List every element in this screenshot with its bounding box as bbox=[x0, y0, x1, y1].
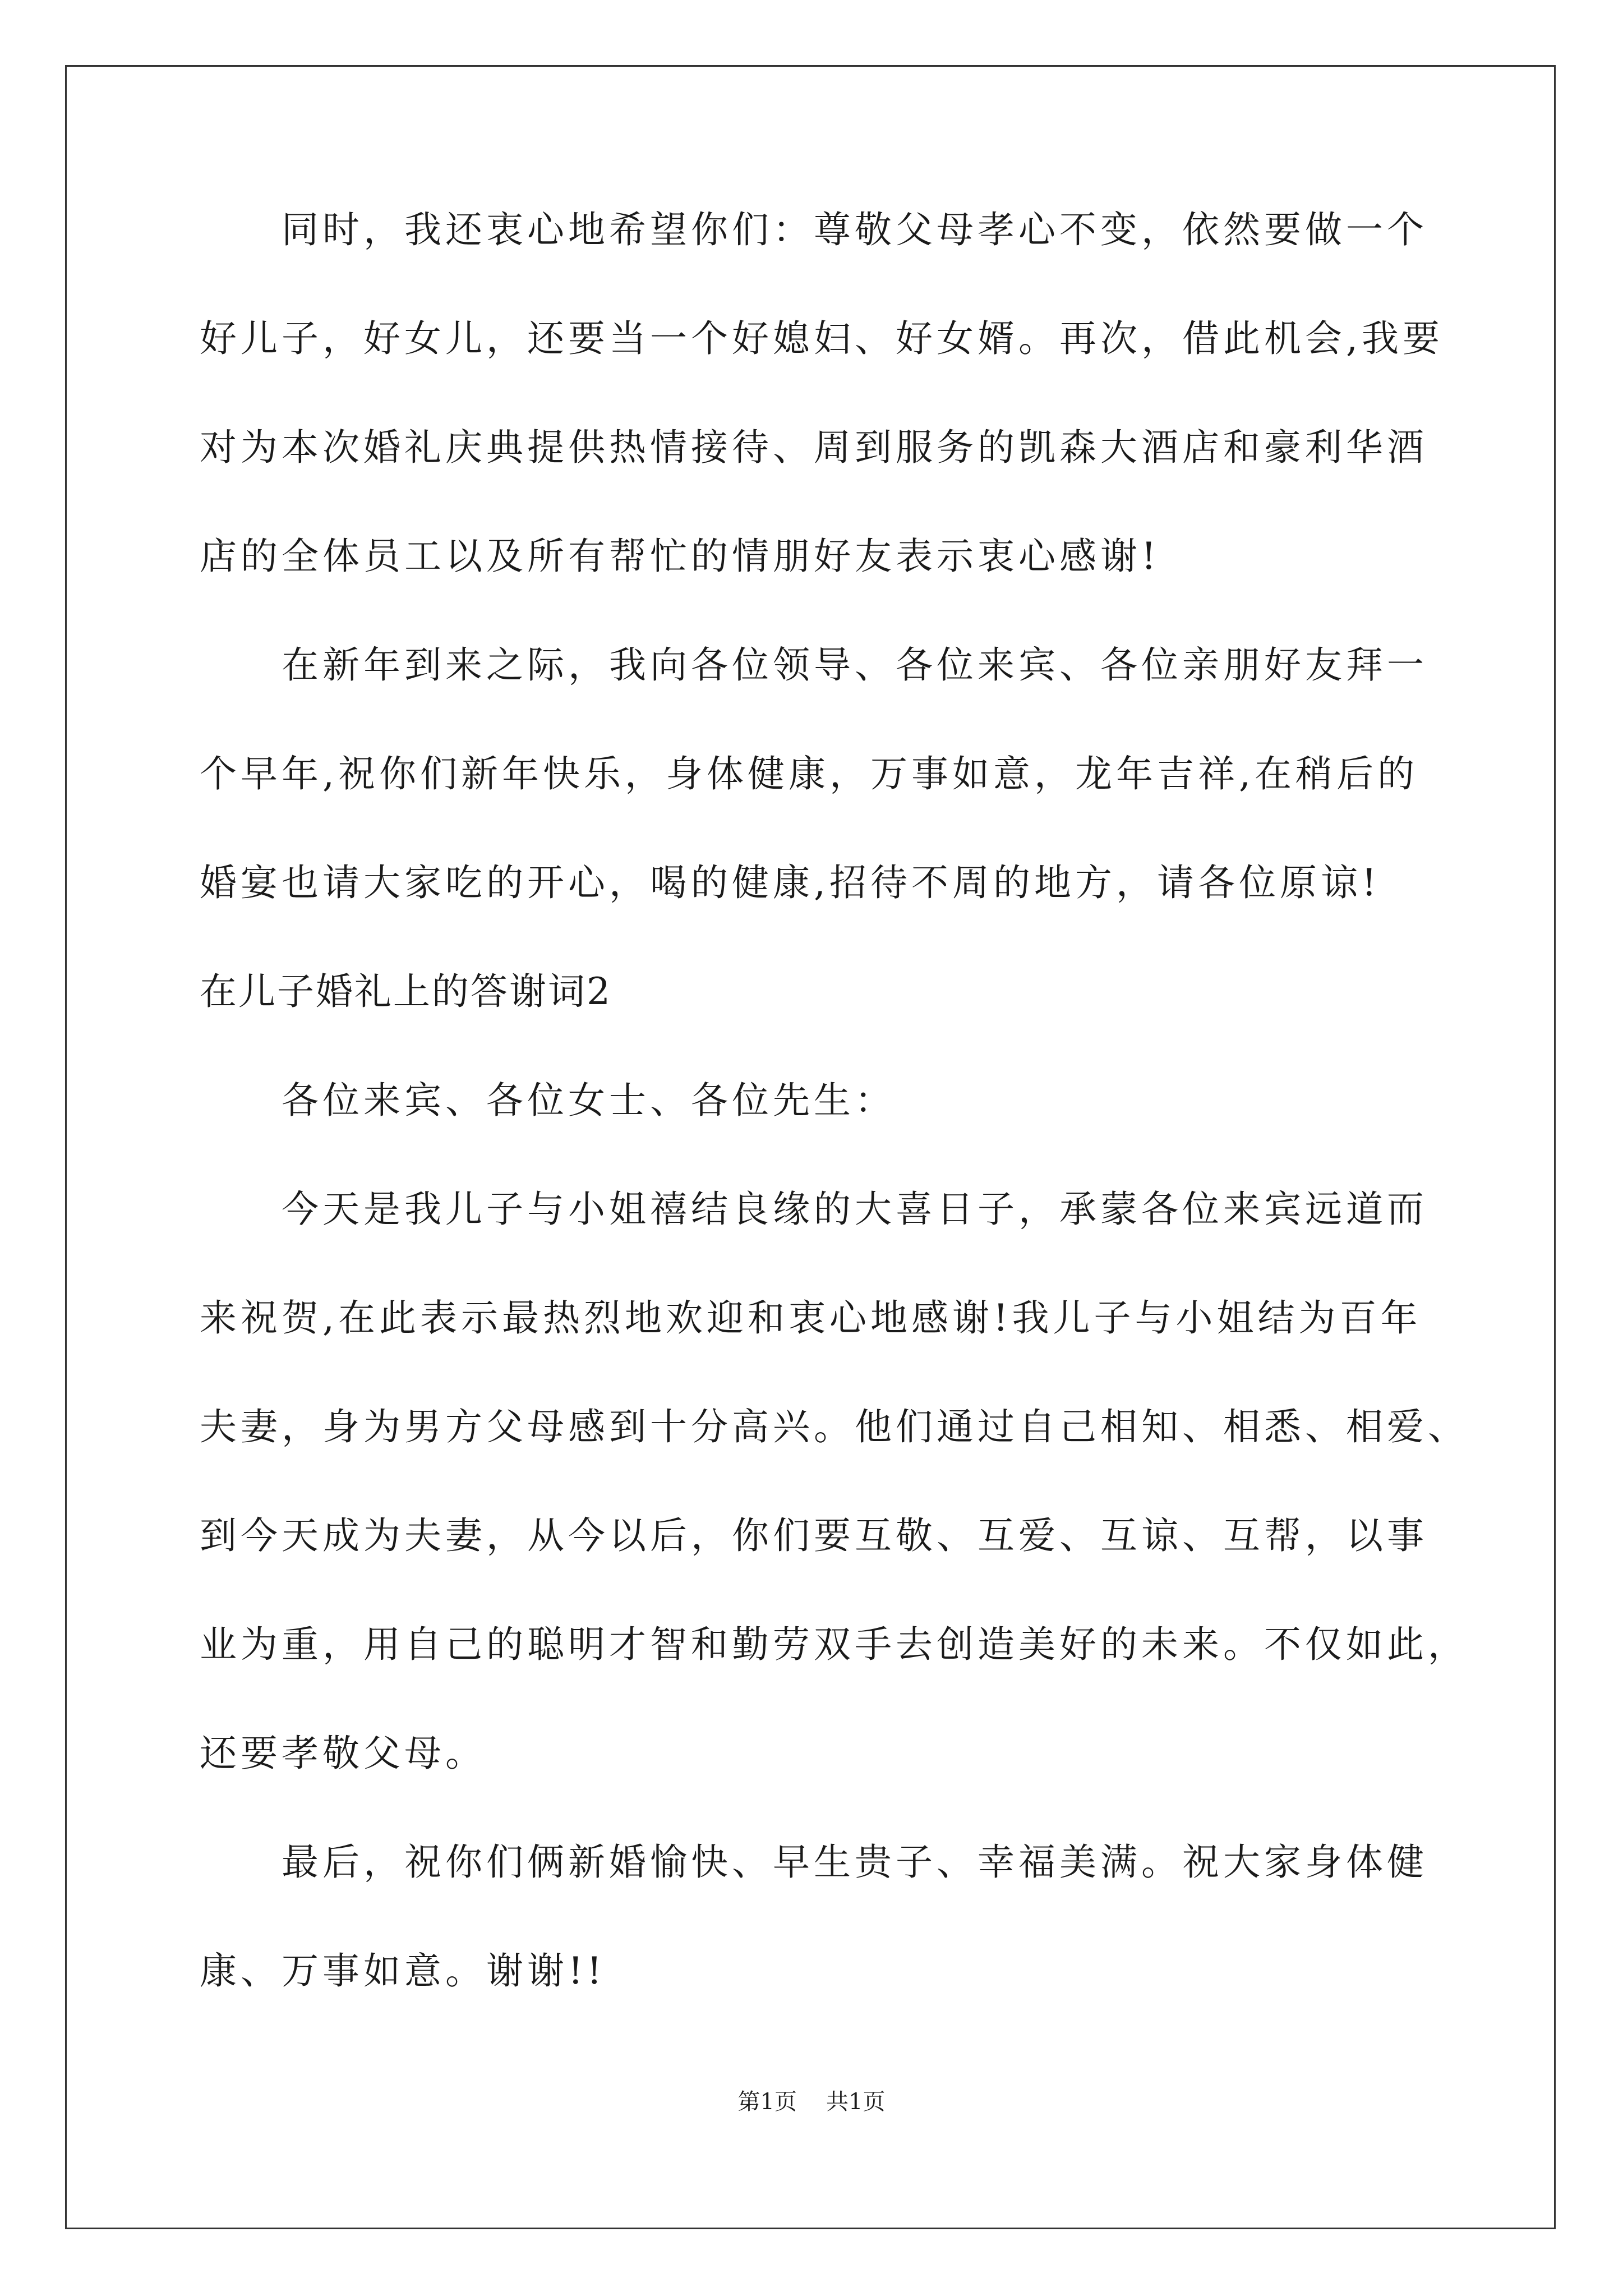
paragraph-3-line-3: 夫妻，身为男方父母感到十分高兴。他们通过自己相知、相悉、相爱、 bbox=[200, 1405, 1469, 1448]
paragraph-1-line-3: 对为本次婚礼庆典提供热情接待、周到服务的凯森大酒店和豪利华酒 bbox=[200, 426, 1428, 469]
paragraph-3-line-5: 业为重，用自己的聪明才智和勤劳双手去创造美好的未来。不仅如此， bbox=[200, 1623, 1469, 1666]
page-number-total: 共1页 bbox=[826, 2089, 886, 2115]
page-number-current: 第1页 bbox=[737, 2089, 797, 2115]
paragraph-2-line-1: 在新年到来之际，我向各位领导、各位来宾、各位亲朋好友拜一 bbox=[282, 643, 1428, 687]
paragraph-1-line-2: 好儿子，好女儿，还要当一个好媳妇、好女婿。再次，借此机会,我要 bbox=[200, 317, 1444, 360]
paragraph-3-line-2: 来祝贺,在此表示最热烈地欢迎和衷心地感谢!我儿子与小姐结为百年 bbox=[200, 1296, 1422, 1340]
paragraph-2-line-2: 个早年,祝你们新年快乐，身体健康，万事如意，龙年吉祥,在稍后的 bbox=[200, 752, 1418, 795]
paragraph-2-line-3: 婚宴也请大家吃的开心，喝的健康,招待不周的地方，请各位原谅! bbox=[200, 861, 1381, 904]
paragraph-3-line-1: 今天是我儿子与小姐禧结良缘的大喜日子，承蒙各位来宾远道而 bbox=[282, 1188, 1428, 1231]
paragraph-4-line-2: 康、万事如意。谢谢!! bbox=[200, 1949, 606, 1993]
page-footer bbox=[0, 2088, 1623, 2116]
paragraph-4-line-1: 最后，祝你们俩新婚愉快、早生贵子、幸福美满。祝大家身体健 bbox=[282, 1841, 1428, 1884]
section-heading: 在儿子婚礼上的答谢词2 bbox=[200, 970, 612, 1013]
paragraph-1-line-1: 同时，我还衷心地希望你们：尊敬父母孝心不变，依然要做一个 bbox=[282, 208, 1428, 251]
salutation: 各位来宾、各位女士、各位先生： bbox=[282, 1079, 896, 1122]
paragraph-3-line-4: 到今天成为夫妻，从今以后，你们要互敬、互爱、互谅、互帮，以事 bbox=[200, 1514, 1428, 1557]
paragraph-1-line-4: 店的全体员工以及所有帮忙的情朋好友表示衷心感谢! bbox=[200, 535, 1160, 578]
page-border bbox=[65, 65, 1556, 2229]
paragraph-3-line-6: 还要孝敬父母。 bbox=[200, 1732, 486, 1775]
